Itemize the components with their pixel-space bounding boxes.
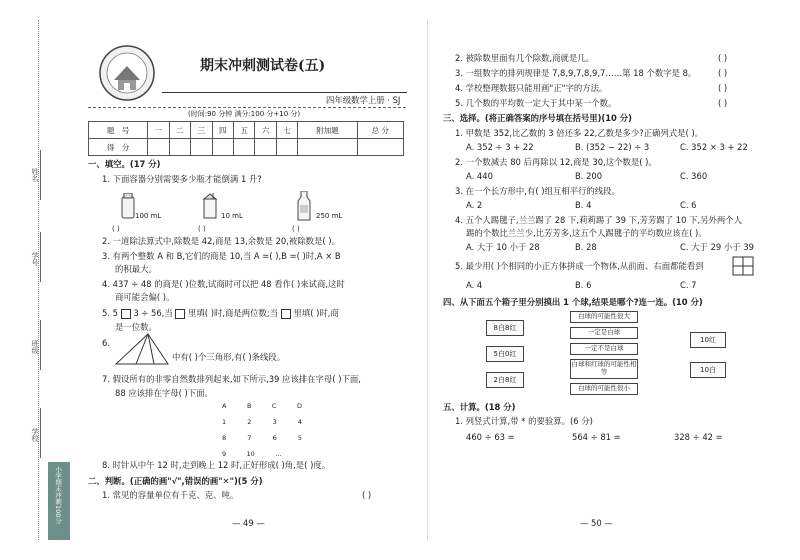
name-line bbox=[40, 150, 41, 200]
score-input-cell[interactable] bbox=[191, 139, 212, 156]
grid-header bbox=[222, 402, 302, 418]
choice-option[interactable]: B. 4 bbox=[575, 200, 592, 210]
choice-option[interactable]: B. 200 bbox=[575, 171, 603, 181]
score-cell: 题 号 bbox=[89, 122, 148, 139]
grid-cell: 1 bbox=[222, 418, 227, 426]
choice-option[interactable]: A. 4 bbox=[466, 280, 483, 290]
work-area[interactable] bbox=[466, 446, 756, 506]
q5-part: 里填( )时,商是两位数;当 bbox=[188, 308, 279, 318]
header-dashed-rule bbox=[88, 107, 406, 108]
grid-cell: 10 bbox=[246, 450, 255, 458]
section-1-heading: 一、填空。(17 分) bbox=[88, 159, 161, 169]
grid-cell: 3 bbox=[272, 418, 277, 426]
probability-statement[interactable]: 一定是白球 bbox=[570, 327, 638, 339]
grid-row bbox=[222, 434, 302, 450]
judge-1: 1. 常见的容量单位有千克、克、吨。 bbox=[102, 490, 239, 500]
choice-4-line1: 4. 五个人踢毽子,兰兰踢了 28 下,莉莉踢了 39 下,芳芳踢了 10 下,另外两个人 bbox=[455, 215, 742, 225]
page-number-right: — 50 — bbox=[580, 518, 613, 528]
choice-4-line2: 踢的个数比兰兰少,比芳芳多,这五个人踢毽子的平均数应该在( )。 bbox=[466, 228, 707, 238]
calc-problem: 460 ÷ 63 = bbox=[466, 432, 515, 442]
choice-option[interactable]: A. 2 bbox=[466, 200, 483, 210]
choice-3: 3. 在一个长方形中,有( )组互相平行的线段。 bbox=[455, 186, 620, 196]
score-cell: 一 bbox=[148, 122, 169, 139]
grid-cell: A bbox=[222, 402, 227, 410]
score-table bbox=[88, 121, 404, 156]
choice-option[interactable]: A. 352 ÷ 3 + 22 bbox=[466, 142, 534, 152]
score-input-cell[interactable] bbox=[298, 139, 357, 156]
milk-bottle-icon bbox=[296, 191, 312, 225]
page-divider bbox=[427, 20, 428, 540]
page-title: 期末冲刺测试卷(五) bbox=[200, 58, 326, 74]
choice-option[interactable]: C. 360 bbox=[680, 171, 708, 181]
question-6-text: 中有( )个三角形,有( )条线段。 bbox=[172, 352, 286, 362]
choice-option[interactable]: C. 大于 29 小于 39 bbox=[680, 242, 754, 252]
q5-part: 5. 5 bbox=[102, 308, 118, 318]
digit-box[interactable] bbox=[121, 309, 131, 319]
choice-option[interactable]: C. 7 bbox=[680, 280, 697, 290]
section-3-heading: 三、选择。(将正确答案的序号填在括号里)(10 分) bbox=[443, 113, 633, 123]
two-squares-view-icon bbox=[732, 256, 754, 280]
letter-grid bbox=[222, 402, 302, 466]
choice-option[interactable]: C. 352 × 3 + 22 bbox=[680, 142, 748, 152]
question-4-line1: 4. 437 ÷ 48 的商是( )位数,试商时可以把 48 看作( )来试商,这时 bbox=[102, 279, 345, 289]
answer-paren[interactable]: ( ) bbox=[718, 53, 728, 63]
choice-option[interactable]: A. 440 bbox=[466, 171, 493, 181]
question-7-line1: 7. 假设所有的非零自然数排列起来,如下所示,39 应该排在字母( )下面, bbox=[102, 374, 361, 384]
header-rule bbox=[162, 92, 407, 93]
brand-band bbox=[48, 462, 70, 540]
calc-problem: 328 ÷ 42 = bbox=[674, 432, 723, 442]
question-3-line2: 的积最大。 bbox=[115, 264, 157, 274]
score-input-cell[interactable] bbox=[212, 139, 233, 156]
answer-paren[interactable]: ( ) bbox=[198, 225, 206, 233]
ball-box[interactable]: 2白8红 bbox=[486, 372, 524, 388]
calc-instruction: 1. 列竖式计算,带 * 的要验算。(6 分) bbox=[455, 416, 593, 426]
digit-box[interactable] bbox=[175, 309, 185, 319]
score-input-cell[interactable] bbox=[234, 139, 255, 156]
question-2: 2. 一道除法算式中,除数是 42,商是 13,余数是 20,被除数是( )。 bbox=[102, 236, 340, 246]
grid-row bbox=[222, 418, 302, 434]
binding-strip bbox=[0, 0, 78, 560]
score-cell: 七 bbox=[276, 122, 297, 139]
name-label: 姓名 bbox=[31, 168, 39, 182]
choice-5: 5. 最少用( )个相同的小正方体拼成一个物体,从前面、右面都能看到 bbox=[455, 261, 704, 271]
exam-logo bbox=[98, 44, 156, 102]
score-cell: 二 bbox=[169, 122, 190, 139]
answer-paren[interactable]: ( ) bbox=[718, 68, 728, 78]
score-row-label: 得 分 bbox=[89, 139, 148, 156]
choice-option[interactable]: B. 28 bbox=[575, 242, 597, 252]
judge-5: 5. 几个数的平均数一定大于其中某一个数。 bbox=[455, 98, 617, 108]
score-input-row bbox=[89, 139, 404, 156]
score-cell: 五 bbox=[234, 122, 255, 139]
question-5 bbox=[102, 308, 339, 319]
page-number-left: — 49 — bbox=[232, 518, 265, 528]
grade-info: 四年级数学上册 · SJ bbox=[326, 95, 401, 105]
choice-option[interactable]: B. (352 − 22) ÷ 3 bbox=[575, 142, 650, 152]
answer-paren[interactable]: ( ) bbox=[362, 490, 372, 500]
q5-part: 里填( )时,商 bbox=[293, 308, 339, 318]
class-label: 班级 bbox=[31, 340, 39, 354]
brand-text: 小学期末冲刺100分 bbox=[54, 466, 62, 524]
school-label: 学校 bbox=[31, 428, 39, 442]
choice-1: 1. 甲数是 352,比乙数的 3 倍还多 22,乙数是多少?正确列式是( )。 bbox=[455, 128, 704, 138]
judge-4: 4. 学校整理数据只能用画"正"字的方法。 bbox=[455, 83, 608, 93]
triangle-figure-icon bbox=[114, 332, 170, 370]
ball-box[interactable]: 5白0红 bbox=[486, 346, 524, 362]
ball-box[interactable]: 8白8红 bbox=[486, 320, 524, 336]
grid-cell: 7 bbox=[247, 434, 252, 442]
question-7-line2: 88 应该排在字母( )下面。 bbox=[115, 388, 213, 398]
score-input-cell[interactable] bbox=[255, 139, 276, 156]
grid-cell: … bbox=[275, 450, 282, 458]
ball-box[interactable]: 10白 bbox=[690, 362, 726, 378]
section-4-heading: 四、从下面五个箱子里分别摸出 1 个球,结果是哪个?连一连。(10 分) bbox=[443, 297, 703, 307]
grid-cell: 2 bbox=[247, 418, 252, 426]
question-5-line2: 是一位数。 bbox=[115, 322, 157, 332]
question-8: 8. 时针从中午 12 时,走到晚上 12 时,正好形成( )角,是( )度。 bbox=[102, 460, 331, 470]
question-1: 1. 下面容器分别需要多少瓶才能倒满 1 升? bbox=[102, 174, 262, 184]
calc-problem: 564 ÷ 81 = bbox=[572, 432, 621, 442]
question-4-line2: 商可能会偏( )。 bbox=[115, 292, 175, 302]
score-cell: 三 bbox=[191, 122, 212, 139]
score-cell: 附加题 bbox=[298, 122, 357, 139]
choice-option[interactable]: B. 6 bbox=[575, 280, 592, 290]
judge-2: 2. 被除数里面有几个除数,商就是几。 bbox=[455, 53, 594, 63]
answer-paren[interactable]: ( ) bbox=[292, 225, 300, 233]
choice-option[interactable]: A. 大于 10 小于 28 bbox=[466, 242, 540, 252]
grid-cell: 5 bbox=[297, 434, 302, 442]
time-info: (时间:90 分钟 满分:100 分+10 分) bbox=[188, 110, 301, 118]
q5-part: 3 ÷ 56,当 bbox=[133, 308, 173, 318]
probability-statement[interactable]: 白球和红球的可能性相等 bbox=[570, 359, 638, 379]
choice-option[interactable]: C. 6 bbox=[680, 200, 697, 210]
score-input-cell[interactable] bbox=[169, 139, 190, 156]
score-cell: 四 bbox=[212, 122, 233, 139]
student-id-line bbox=[40, 232, 41, 282]
class-line bbox=[40, 320, 41, 370]
section-5-heading: 五、计算。(18 分) bbox=[443, 402, 516, 412]
answer-paren[interactable]: ( ) bbox=[112, 225, 120, 233]
probability-statement[interactable]: 白球的可能性很小 bbox=[570, 383, 638, 395]
bottle-icon bbox=[120, 193, 136, 223]
score-input-cell[interactable] bbox=[148, 139, 169, 156]
question-3-line1: 3. 有两个整数 A 和 B,它们的商是 10,当 A =( ),B =( )时,A × B bbox=[102, 251, 341, 261]
judge-3: 3. 一组数字的排列规律是 7,8,9,7,8,9,7……第 18 个数字是 8。 bbox=[455, 68, 697, 78]
section-2-heading: 二、判断。(正确的画"√",错误的画"✕")(5 分) bbox=[88, 476, 263, 486]
container-volume: 10 mL bbox=[221, 212, 243, 220]
grid-cell: D bbox=[296, 402, 302, 410]
container-volume: 250 mL bbox=[316, 212, 343, 220]
probability-statement[interactable]: 白球的可能性很大 bbox=[570, 311, 638, 323]
grid-cell: 8 bbox=[222, 434, 227, 442]
container-volume: 100 mL bbox=[135, 212, 162, 220]
answer-paren[interactable]: ( ) bbox=[718, 83, 728, 93]
grid-cell: 4 bbox=[297, 418, 302, 426]
grid-cell: 9 bbox=[222, 450, 227, 458]
score-cell: 总 分 bbox=[357, 122, 403, 139]
digit-box[interactable] bbox=[281, 309, 291, 319]
juice-box-icon bbox=[202, 193, 218, 223]
grid-cell: 6 bbox=[272, 434, 277, 442]
grid-cell: B bbox=[246, 402, 252, 410]
choice-2: 2. 一个数减去 80 后再除以 12,商是 30,这个数是( )。 bbox=[455, 157, 657, 167]
cut-line bbox=[38, 20, 39, 540]
grid-cell: C bbox=[271, 402, 277, 410]
probability-statement[interactable]: 一定不是白球 bbox=[570, 343, 638, 355]
score-header-row bbox=[89, 122, 404, 139]
student-id-label: 学号 bbox=[31, 252, 39, 266]
logo-seal-icon bbox=[98, 44, 156, 102]
score-cell: 六 bbox=[255, 122, 276, 139]
school-line bbox=[40, 408, 41, 458]
ball-box[interactable]: 10红 bbox=[690, 332, 726, 348]
answer-paren[interactable]: ( ) bbox=[718, 98, 728, 108]
question-6-number: 6. bbox=[102, 338, 110, 348]
score-input-cell[interactable] bbox=[276, 139, 297, 156]
score-input-cell[interactable] bbox=[357, 139, 403, 156]
